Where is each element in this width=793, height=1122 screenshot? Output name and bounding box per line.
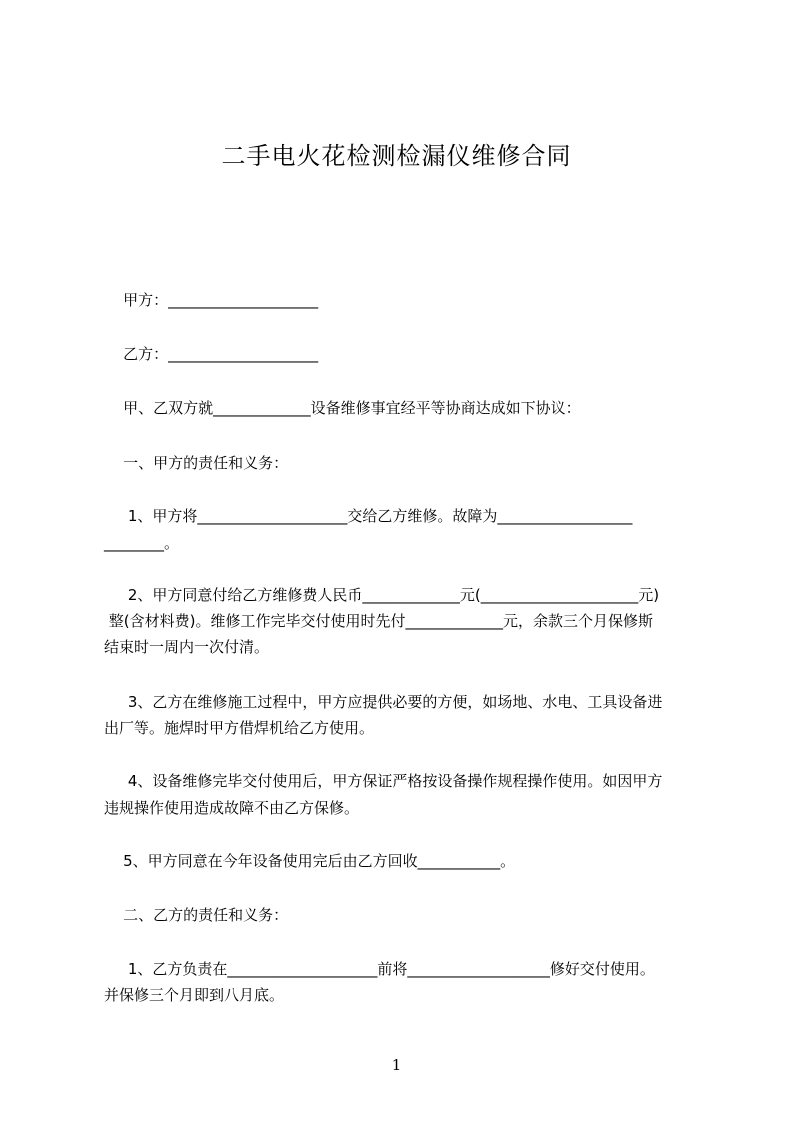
clause-1-3-line-1: 3、乙方在维修施工过程中，甲方应提供必要的方便，如场地、水电、工具设备进	[104, 693, 663, 711]
clause-1-1-line-1: 1、甲方将____________________交给乙方维修。故障为__________________	[104, 507, 633, 525]
clause-1-4-line-1: 4、设备维修完毕交付使用后，甲方保证严格按设备操作规程操作使用。如因甲方	[104, 772, 663, 790]
document-title: 二手电火花检测检漏仪维修合同	[221, 142, 572, 170]
party-b-line: 乙方：____________________	[104, 345, 319, 363]
clause-1-2-line-2: 整(含材料费)。维修工作完毕交付使用时先付_____________元，余款三个月保修斯	[104, 612, 653, 630]
clause-2-1-line-2: 并保修三个月即到八月底。	[104, 986, 285, 1004]
clause-2-1-line-1: 1、乙方负责在____________________前将___________________修好交付使用。	[104, 960, 655, 978]
section-2-heading: 二、乙方的责任和义务：	[104, 906, 289, 924]
page-number: 1	[391, 1056, 402, 1074]
clause-1-1-line-2: ________。	[104, 534, 180, 552]
section-1-heading: 一、甲方的责任和义务：	[104, 454, 289, 472]
party-a-line: 甲方：____________________	[104, 291, 319, 309]
clause-1-2-line-3: 结束时一周内一次付清。	[104, 638, 270, 656]
clause-1-5: 5、甲方同意在今年设备使用完后由乙方回收___________。	[104, 852, 516, 870]
clause-1-3-line-2: 出厂等。施焊时甲方借焊机给乙方使用。	[104, 719, 375, 737]
clause-1-4-line-2: 违规操作使用造成故障不由乙方保修。	[104, 799, 360, 817]
clause-1-2-line-1: 2、甲方同意付给乙方维修费人民币_____________元(_____________________元)	[104, 586, 660, 604]
agreement-intro: 甲、乙双方就_____________设备维修事宜经平等协商达成如下协议：	[104, 399, 581, 417]
